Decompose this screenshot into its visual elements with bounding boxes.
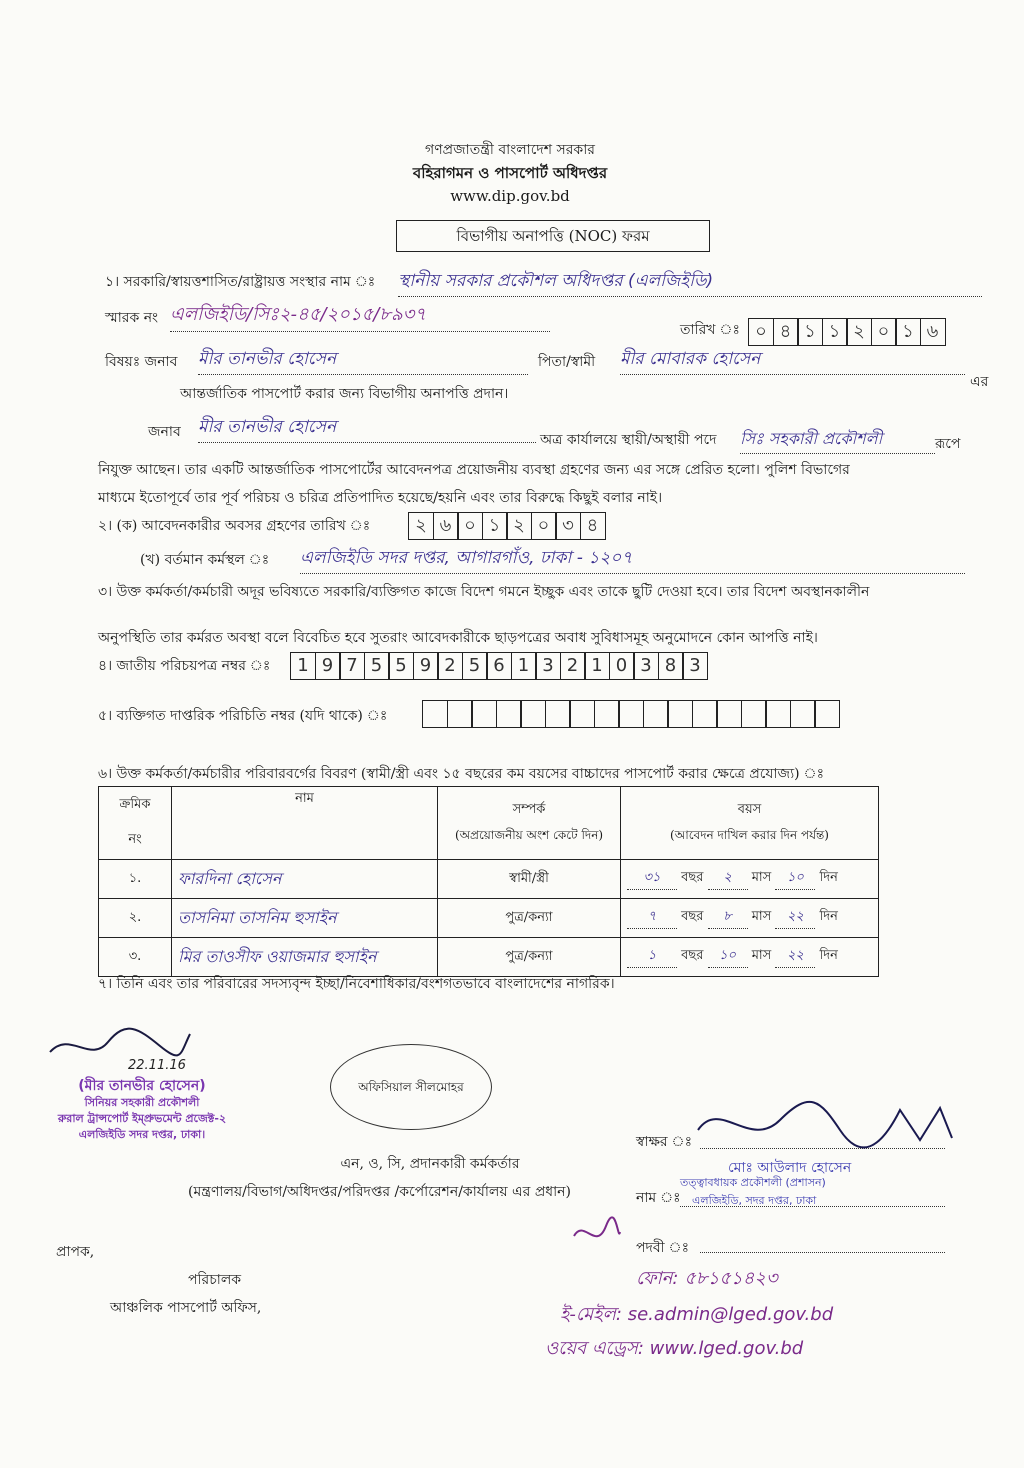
day-unit: দিন [819, 909, 838, 924]
header-name: নাম [172, 787, 438, 860]
header-line1: গণপ্রজাতন্ত্রী বাংলাদেশ সরকার [425, 142, 595, 158]
nid-digit: 3 [535, 652, 561, 680]
nid-digit: 1 [290, 652, 316, 680]
family-serial: ২. [99, 899, 172, 938]
retirement-date-digit: ৪ [580, 512, 606, 540]
official-id-boxes [422, 700, 839, 728]
header-serial-2: নং [128, 832, 142, 847]
header-website: www.dip.gov.bd [450, 187, 570, 205]
item2b-label: (খ) বর্তমান কর্মস্থল ঃ [140, 552, 270, 568]
item3-line1: ৩। উক্ত কর্মকর্তা/কর্মচারী অদূর ভবিষ্যতে সরকারি/ব্যক্তিগত কাজে বিদেশ গমনে ইচ্ছুক এবং তাকে ছুটি দেওয়া হবে। তার বিদেশ অবস্থানকালীন [98, 584, 870, 600]
contact-web: ওয়েব এড্রেস: www.lged.gov.bd [545, 1338, 804, 1359]
family-relation: পুত্র/কন্যা [438, 899, 621, 938]
issuer-stamp-line2: এলজিইডি, সদর দপ্তর, ঢাকা [692, 1194, 817, 1207]
date-digit: ২ [846, 318, 872, 346]
year-unit: বছর [681, 870, 704, 885]
official-id-digit [594, 700, 620, 728]
family-table-header [99, 787, 879, 860]
family-relation: পুত্র/কন্যা [438, 938, 621, 977]
official-id-digit [447, 700, 473, 728]
header-relation-2: (অপ্রয়োজনীয় অংশ কেটে দিন) [454, 827, 604, 842]
para-office-text: অত্র কার্যালয়ে স্থায়ী/অস্থায়ী পদে [540, 432, 717, 448]
nid-digit: 1 [511, 652, 537, 680]
designation-label: পদবী ঃ [636, 1240, 690, 1256]
family-name: তাসনিমা তাসনিম হুসাইন [172, 899, 438, 938]
nid-digit: 6 [486, 652, 512, 680]
retirement-date-digit: ২ [408, 512, 434, 540]
para-janab: জনাব [148, 424, 181, 440]
family-rows [99, 860, 879, 977]
age-months: ২ [708, 868, 748, 890]
father-label: পিতা/স্বামী [538, 354, 596, 370]
date-digit: ১ [895, 318, 921, 346]
post-suffix: রূপে [935, 436, 961, 452]
official-id-digit [667, 700, 693, 728]
date-label: তারিখ ঃ [680, 322, 740, 338]
item1-label: ১। সরকারি/স্বায়ত্তশাসিত/রাষ্ট্রায়ত্ত সংস্থার নাম ঃ [105, 274, 376, 290]
official-id-digit [496, 700, 522, 728]
day-unit: দিন [819, 870, 838, 885]
applicant-stamp-line1: সিনিয়র সহকারী প্রকৌশলী [84, 1096, 200, 1109]
memo-label: স্মারক নং [105, 310, 159, 326]
family-relation: স্বামী/স্ত্রী [438, 860, 621, 899]
official-id-digit [716, 700, 742, 728]
applicant-stamp-line3: এলজিইডি সদর দপ্তর, ঢাকা। [78, 1128, 206, 1141]
family-age [621, 938, 879, 977]
family-name: মির তাওসীফ ওয়াজমার হুসাইন [172, 938, 438, 977]
official-id-digit [814, 700, 840, 728]
item3-line2: অনুপস্থিতি তার কর্মরত অবস্থা বলে বিবেচিত হবে সুতরাং আবেদকারীকে ছাড়পত্রের অবাধ সুবিধাসমূহ অনুমোদনে কোন আপত্তি নাই। [98, 630, 818, 646]
retirement-date-digit: ০ [531, 512, 557, 540]
age-years: ১ [627, 946, 677, 968]
month-unit: মাস [751, 948, 772, 963]
date-digit: ১ [797, 318, 823, 346]
nid-digit: 5 [364, 652, 390, 680]
nid-digit: 5 [388, 652, 414, 680]
official-id-digit [643, 700, 669, 728]
nid-digit: 3 [682, 652, 708, 680]
issuer-title: এন, ও, সি, প্রদানকারী কর্মকর্তার [340, 1156, 520, 1172]
subject-line2: আন্তর্জাতিক পাসপোর্ট করার জন্য বিভাগীয় অনাপত্তি প্রদান। [180, 386, 509, 402]
date-digit: ৬ [920, 318, 946, 346]
header-line2: বহিরাগমন ও পাসপোর্ট অধিদপ্তর [412, 164, 608, 182]
date-digit: ০ [748, 318, 774, 346]
contact-email: ই-মেইল: se.admin@lged.gov.bd [560, 1304, 834, 1325]
day-unit: দিন [819, 948, 838, 963]
family-row [99, 938, 879, 977]
applicant-stamp-line2: রুরাল ট্রান্সপোর্ট ইম্প্রুভমেন্ট প্রজেক্ট-২ [57, 1112, 227, 1125]
designation-line [700, 1252, 945, 1253]
family-table [98, 786, 879, 977]
issuer-subtitle: (মন্ত্রণালয়/বিভাগ/অধিদপ্তর/পরিদপ্তর /কর্পোরেশন/কার্যালয় এর প্রধান) [188, 1184, 572, 1200]
official-id-digit [545, 700, 571, 728]
retirement-date-digit: ৩ [555, 512, 581, 540]
official-id-digit [569, 700, 595, 728]
agency-name-handwritten: স্থানীয় সরকার প্রকৌশল অধিদপ্তর (এলজিইডি) [398, 268, 982, 297]
header-age [621, 787, 879, 860]
official-id-digit [520, 700, 546, 728]
nid-digit: 5 [462, 652, 488, 680]
header-serial-1: ক্রমিক [119, 797, 151, 812]
official-id-digit [471, 700, 497, 728]
sign-label: স্বাক্ষর ঃ [636, 1134, 693, 1150]
para-line3: মাধ্যমে ইতোপূর্বে তার পূর্ব পরিচয় ও চরিত্র প্রতিপাদিত হয়েছে/হয়নি এবং তার বিরুদ্ধে কিছুই বলার নাই। [98, 490, 663, 506]
item4-label: ৪। জাতীয় পরিচয়পত্র নম্বর ঃ [98, 658, 271, 674]
name-line [680, 1206, 945, 1207]
recipient-office: আঞ্চলিক পাসপোর্ট অফিস, [110, 1300, 262, 1316]
father-name-handwritten: মীর মোবারক হোসেন [620, 346, 965, 375]
para-name-handwritten: মীর তানভীর হোসেন [198, 414, 536, 443]
para-line2: নিযুক্ত আছেন। তার একটি আন্তর্জাতিক পাসপোর্টের আবেদনপত্র প্রয়োজনীয় ব্যবস্থা গ্রহণের জন্য এর সঙ্গে প্রেরিত হলো। পুলিশ বিভাগের [98, 462, 850, 478]
official-id-digit [765, 700, 791, 728]
nid-digit: 3 [633, 652, 659, 680]
nid-digit: 1 [584, 652, 610, 680]
family-name: ফারদিনা হোসেন [172, 860, 438, 899]
name-label: নাম ঃ [636, 1190, 681, 1206]
family-age [621, 899, 879, 938]
retirement-date-digit: ২ [506, 512, 532, 540]
age-days: ১০ [775, 868, 815, 890]
retirement-date-boxes [408, 512, 604, 540]
header-age-1: বয়স [737, 801, 762, 817]
official-id-digit [790, 700, 816, 728]
header-age-2: (আবেদন দাখিল করার দিন পর্যন্ত) [670, 827, 829, 842]
official-seal-placeholder [330, 1044, 492, 1130]
item6-label: ৬। উক্ত কর্মকর্তা/কর্মচারীর পরিবারবর্গের বিবরণ (স্বামী/স্ত্রী এবং ১৫ বছরের কম বয়সের বাচ্চাদের পাসপোর্ট করার ক্ষেত্রে প্রযোজ্য) ঃ [98, 766, 825, 782]
initials-mark [566, 1212, 626, 1256]
family-row [99, 860, 879, 899]
recipient-title: পরিচালক [188, 1272, 242, 1288]
month-unit: মাস [751, 909, 772, 924]
age-days: ২২ [775, 907, 815, 929]
official-id-digit [618, 700, 644, 728]
official-id-digit [692, 700, 718, 728]
official-id-digit [422, 700, 448, 728]
family-table-wrap [98, 786, 879, 977]
header-relation-1: সম্পর্ক [512, 801, 546, 817]
item7-text: ৭। তিনি এবং তার পরিবারের সদস্যবৃন্দ ইচ্ছা/নিবেশাধিকার/বংশগতভাবে বাংলাদেশের নাগরিক। [98, 976, 615, 992]
nid-digit: 0 [609, 652, 635, 680]
nid-boxes [290, 652, 707, 680]
nid-digit: 9 [413, 652, 439, 680]
date-boxes [748, 318, 944, 346]
date-digit: ৪ [773, 318, 799, 346]
memo-number-handwritten: এলজিইডি/সিঃ২-৪৫/২০১৫/৮৯৩৭ [170, 300, 550, 332]
retirement-date-digit: ০ [457, 512, 483, 540]
official-id-digit [741, 700, 767, 728]
nid-digit: 7 [339, 652, 365, 680]
item2a-label: ২। (ক) আবেদনকারীর অবসর গ্রহণের তারিখ ঃ [98, 518, 371, 534]
nid-digit: 9 [315, 652, 341, 680]
recipient-to: প্রাপক, [56, 1244, 95, 1260]
age-months: ৮ [708, 907, 748, 929]
applicant-stamp-name: (মীর তানভীর হোসেন) [78, 1078, 206, 1094]
year-unit: বছর [681, 909, 704, 924]
family-serial: ১. [99, 860, 172, 899]
post-handwritten: সিঃ সহকারী প্রকৌশলী [740, 426, 935, 454]
contact-phone: ফোন: ৫৮১৫১৪২৩ [636, 1268, 778, 1289]
month-unit: মাস [751, 870, 772, 885]
subject-name-handwritten: মীর তানভীর হোসেন [198, 346, 528, 375]
family-age [621, 860, 879, 899]
applicant-sign-date: 22.11.16 [128, 1058, 186, 1073]
issuer-stamp-line1: তত্ত্বাবধায়ক প্রকৌশলী (প্রশাসন) [680, 1176, 826, 1189]
year-unit: বছর [681, 948, 704, 963]
retirement-date-digit: ৬ [433, 512, 459, 540]
age-days: ২২ [775, 946, 815, 968]
subject-label: বিষয়ঃ জনাব [105, 354, 178, 370]
header-serial [99, 787, 172, 860]
family-row [99, 899, 879, 938]
age-months: ১০ [708, 946, 748, 968]
date-digit: ০ [871, 318, 897, 346]
subject-suffix: এর [970, 374, 989, 390]
seal-label: অফিসিয়াল সীলমোহর [358, 1080, 464, 1094]
form-title: বিভাগীয় অনাপত্তি (NOC) ফরম [396, 220, 710, 252]
date-digit: ১ [822, 318, 848, 346]
age-years: ৭ [627, 907, 677, 929]
workplace-handwritten: এলজিইডি সদর দপ্তর, আগারগাঁও, ঢাকা - ১২০৭ [300, 545, 965, 574]
issuer-signature [690, 1090, 970, 1160]
nid-digit: 8 [658, 652, 684, 680]
family-serial: ৩. [99, 938, 172, 977]
age-years: ৩১ [627, 868, 677, 890]
header-relation [438, 787, 621, 860]
nid-digit: 2 [437, 652, 463, 680]
item5-label: ৫। ব্যক্তিগত দাপ্তরিক পরিচিতি নম্বর (যদি থাকে) ঃ [98, 708, 388, 724]
nid-digit: 2 [560, 652, 586, 680]
issuer-stamp-name: মোঃ আউলাদ হোসেন [728, 1160, 852, 1176]
retirement-date-digit: ১ [482, 512, 508, 540]
